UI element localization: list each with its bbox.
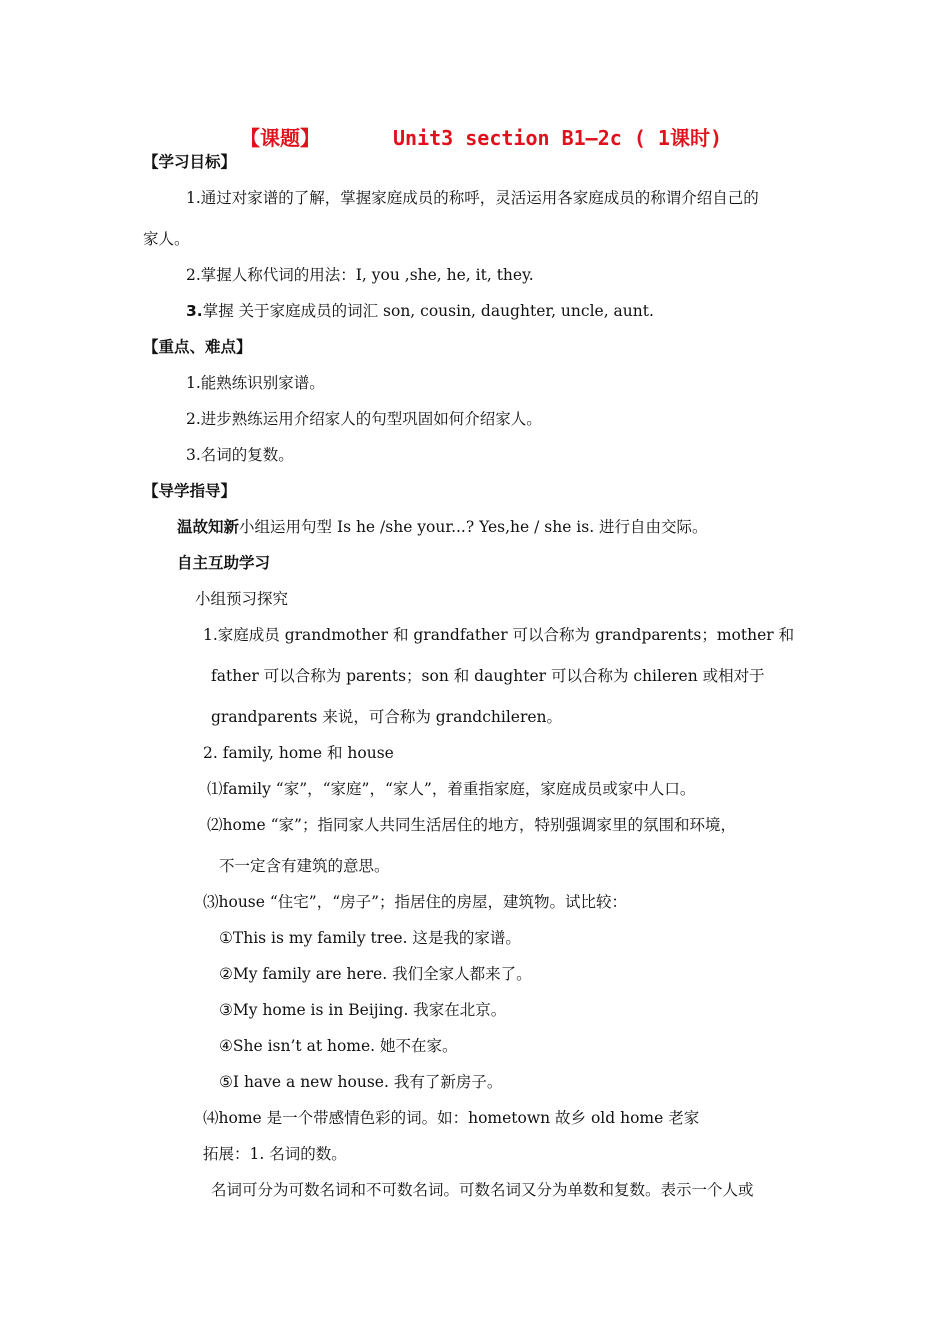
key-point-3: 3.名词的复数。: [186, 446, 294, 464]
p2-home-line-1: ⑵home “家”；指同家人共同生活居住的地方，特别强调家里的氛围和环境，: [207, 816, 736, 834]
key-point-2: 2.进步熟练运用介绍家人的句型巩固如何介绍家人。: [186, 410, 542, 428]
example-5: ⑤I have a new house. 我有了新房子。: [219, 1073, 503, 1091]
goal-3: [186, 301, 654, 321]
p1-line-1: 1.家庭成员 grandmother 和 grandfather 可以合称为 grandparents；mother 和: [203, 626, 795, 644]
title-topic: Unit3 section B1—2c ( 1课时): [393, 126, 722, 150]
goal-1-line-2: 家人。: [143, 230, 190, 248]
example-4: ④She isn’t at home. 她不在家。: [219, 1037, 458, 1055]
noun-number-paragraph: 名词可分为可数名词和不可数名词。可数名词又分为单数和复数。表示一个人或: [211, 1181, 754, 1199]
example-2: ②My family are here. 我们全家人都来了。: [219, 965, 532, 983]
example-1: ①This is my family tree. 这是我的家谱。: [219, 929, 521, 947]
goal-3-text: 掌握 关于家庭成员的词汇 son, cousin, daughter, uncle, aunt.: [202, 302, 654, 320]
review-label: 温故知新: [177, 518, 240, 536]
guide-heading: 【导学指导】: [143, 482, 237, 500]
p1-line-2: father 可以合称为 parents；son 和 daughter 可以合称为 chileren 或相对于: [211, 667, 765, 685]
p2-house: ⑶house “住宅”，“房子”；指居住的房屋，建筑物。试比较：: [203, 893, 628, 911]
p2-home-emotion: ⑷home 是一个带感情色彩的词。如：hometown 故乡 old home 老家: [203, 1109, 700, 1127]
goals-heading: 【学习目标】: [143, 153, 237, 171]
group-preview-heading: 小组预习探究: [195, 590, 289, 608]
key-point-1: 1.能熟练识别家谱。: [186, 374, 325, 392]
key-points-heading: 【重点、难点】: [143, 338, 252, 356]
goal-3-number: 3.: [186, 302, 203, 320]
example-3: ③My home is in Beijing. 我家在北京。: [219, 1001, 507, 1019]
goal-2: 2.掌握人称代词的用法：I, you ,she, he, it, they.: [186, 266, 534, 284]
review-text: 小组运用句型 Is he /she your...? Yes,he / she is. 进行自由交际。: [239, 518, 708, 536]
p2-heading: 2. family, home 和 house: [203, 744, 394, 762]
review-paragraph: [177, 517, 708, 537]
p2-family: ⑴family “家”，“家庭”，“家人”，着重指家庭，家庭成员或家中人口。: [207, 780, 696, 798]
p1-line-3: grandparents 来说，可合称为 grandchileren。: [211, 708, 563, 726]
p2-home-line-2: 不一定含有建筑的意思。: [219, 857, 390, 875]
title-label: 【课题】: [240, 126, 320, 150]
extension-heading: 拓展：1. 名词的数。: [203, 1145, 347, 1163]
goal-1-line-1: 1.通过对家谱的了解，掌握家庭成员的称呼，灵活运用各家庭成员的称谓介绍自己的: [186, 189, 759, 207]
self-study-heading: 自主互助学习: [177, 554, 271, 572]
